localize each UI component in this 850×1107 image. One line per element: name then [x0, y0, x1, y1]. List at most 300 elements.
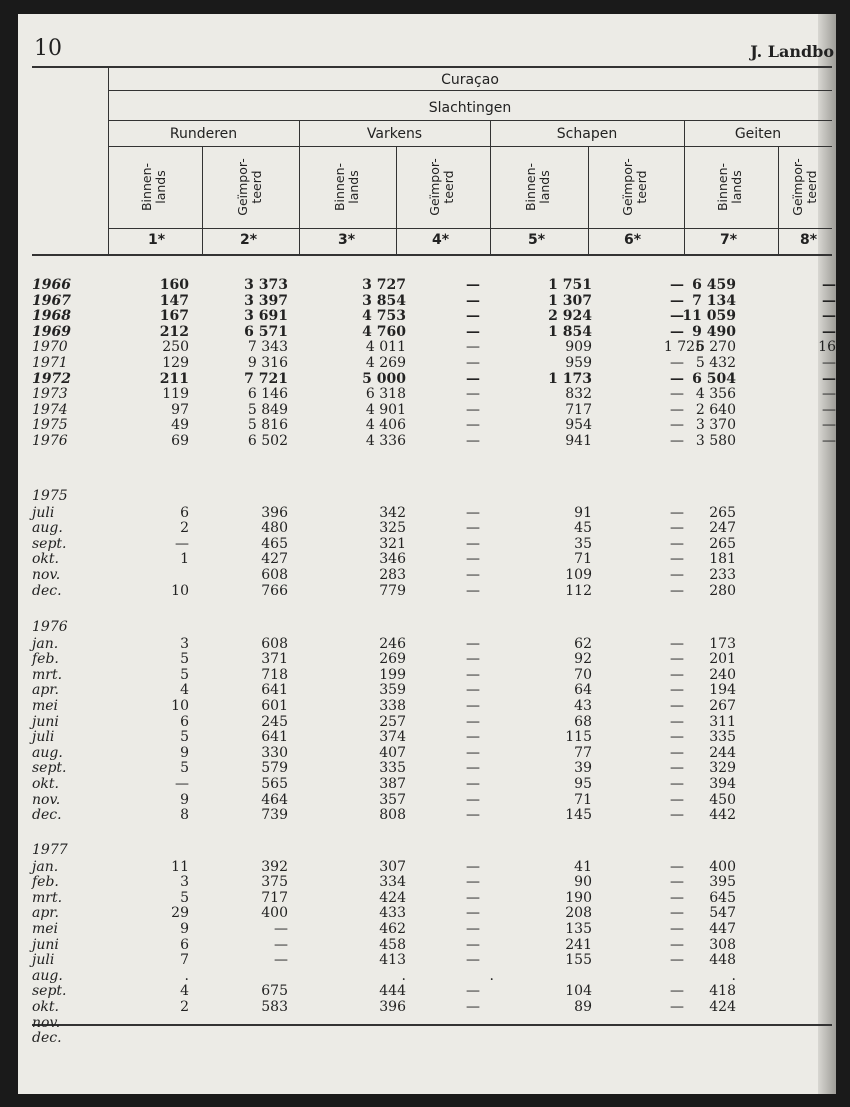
table-cell: 565 [261, 776, 288, 792]
table-cell: 109 [565, 567, 592, 583]
table-cell: . [731, 967, 736, 984]
table-cell: — [670, 277, 684, 293]
table-cell: 89 [574, 999, 592, 1015]
table-cell: 9 [180, 921, 189, 937]
table-row [18, 505, 836, 520]
table-cell: 135 [565, 921, 592, 937]
table-cell: 450 [709, 791, 736, 808]
table-cell: 464 [261, 791, 288, 808]
table-cell: 444 [379, 983, 406, 1000]
table-cell: 6 270 [695, 339, 736, 356]
table-cell: — [466, 921, 480, 937]
row-label: nov. [32, 567, 61, 583]
table-cell: — [670, 666, 684, 683]
table-cell: 433 [379, 905, 406, 922]
table-cell: 8 [180, 807, 189, 824]
table-cell: 7 [180, 952, 189, 969]
table-cell: 173 [709, 635, 736, 652]
table-cell: — [466, 999, 480, 1015]
table-cell: — [822, 292, 836, 309]
table-cell: — [466, 339, 480, 356]
table-row [18, 293, 836, 308]
col-number: 3* [338, 232, 356, 248]
table-row [18, 417, 836, 432]
table-cell: — [670, 504, 684, 521]
table-row [18, 983, 836, 998]
document-page [18, 14, 836, 1094]
table-cell: — [466, 651, 480, 668]
table-cell: 832 [565, 386, 592, 403]
table-cell: — [822, 370, 836, 387]
table-row [18, 277, 836, 292]
table-cell: 4 269 [365, 355, 406, 371]
table-cell: 43 [574, 698, 592, 714]
row-label: 1968 [32, 308, 71, 325]
table-cell: 62 [574, 635, 592, 652]
table-row [18, 890, 836, 905]
table-cell: — [466, 277, 480, 293]
table-row [18, 952, 836, 967]
subhead-geiten-binnenlands: Binnen- lands [715, 162, 744, 212]
table-cell: 3 [180, 635, 189, 652]
table-cell: 641 [261, 682, 288, 699]
block-year-heading: 1976 [32, 619, 68, 635]
table-cell: 3 854 [362, 292, 406, 309]
row-label: apr. [32, 905, 59, 922]
table-cell: — [466, 504, 480, 521]
table-cell: 4 753 [362, 308, 406, 325]
table-cell: 941 [565, 433, 592, 449]
table-cell: 267 [709, 698, 736, 714]
table-cell: 129 [162, 355, 189, 371]
table-cell: 909 [565, 339, 592, 356]
table-row [18, 433, 836, 448]
table-cell: — [466, 729, 480, 746]
table-cell: 3 691 [244, 308, 288, 325]
row-label: mei [32, 921, 59, 937]
table-cell: — [466, 698, 480, 714]
table-cell: 5 [180, 729, 189, 746]
block-year-heading: 1977 [32, 842, 68, 858]
subhead-schapen-binnenlands: Binnen- lands [523, 162, 552, 212]
row-label: 1970 [32, 339, 68, 356]
table-cell: 6 459 [692, 277, 736, 293]
table-cell: 39 [574, 760, 592, 777]
table-cell: — [670, 401, 684, 418]
table-cell: 70 [574, 666, 592, 683]
row-label: aug. [32, 744, 63, 761]
row-label: apr. [32, 682, 59, 699]
table-row [18, 714, 836, 729]
table-subtitle: Slachtingen [428, 100, 512, 116]
table-row [18, 371, 836, 386]
table-cell: 4 [180, 983, 189, 1000]
table-cell: — [466, 791, 480, 808]
row-label: 1976 [32, 433, 68, 449]
row-label: jan. [32, 858, 59, 875]
table-row [18, 520, 836, 535]
table-cell: — [466, 323, 480, 340]
table-cell: — [670, 983, 684, 1000]
table-cell: 244 [709, 744, 736, 761]
table-cell: 447 [709, 921, 736, 937]
table-cell: 739 [261, 807, 288, 824]
table-cell: — [466, 551, 480, 568]
table-cell: — [670, 713, 684, 730]
table-cell: 208 [565, 905, 592, 922]
table-cell: 90 [574, 874, 592, 891]
table-cell: 233 [709, 567, 736, 583]
table-cell: 3 [180, 874, 189, 891]
table-cell: 16 [818, 339, 836, 356]
table-cell: 5 [180, 889, 189, 906]
col-number: 8* [800, 232, 818, 248]
table-cell: — [670, 905, 684, 922]
table-cell: 395 [709, 874, 736, 891]
table-cell: — [466, 582, 480, 599]
table-row [18, 968, 836, 983]
table-cell: 92 [574, 651, 592, 668]
row-label: dec. [32, 582, 62, 599]
table-row [18, 308, 836, 323]
row-label: sept. [32, 983, 67, 1000]
table-cell: — [670, 567, 684, 583]
table-cell: — [822, 323, 836, 340]
table-cell: — [670, 729, 684, 746]
sub-divider [588, 146, 589, 254]
table-cell: 374 [379, 729, 406, 746]
row-label: okt. [32, 551, 59, 568]
row-label: 1966 [32, 277, 71, 293]
table-cell: — [822, 355, 836, 371]
table-cell: 4 [180, 682, 189, 699]
table-cell: 64 [574, 682, 592, 699]
table-cell: 5 [180, 666, 189, 683]
table-cell: 6 504 [692, 370, 736, 387]
group-schapen: Schapen [556, 126, 618, 142]
row-label: dec. [32, 1030, 62, 1047]
title-rule [108, 90, 832, 91]
table-cell: 245 [261, 713, 288, 730]
row-label: juli [32, 504, 55, 521]
table-cell: — [175, 535, 189, 552]
table-cell: 4 011 [365, 339, 406, 356]
table-cell: — [822, 277, 836, 293]
row-label: 1971 [32, 355, 68, 371]
table-cell: 357 [379, 791, 406, 808]
table-cell: — [466, 355, 480, 371]
table-cell: — [670, 635, 684, 652]
table-cell: 442 [709, 807, 736, 824]
table-row [18, 567, 836, 582]
table-cell: — [670, 308, 684, 325]
table-cell: — [670, 952, 684, 969]
table-cell: 269 [379, 651, 406, 668]
table-cell: 448 [709, 952, 736, 969]
table-cell: 199 [379, 666, 406, 683]
table-cell: 71 [574, 551, 592, 568]
table-cell: — [466, 535, 480, 552]
table-cell: — [274, 952, 288, 969]
table-cell: — [822, 417, 836, 434]
row-label: feb. [32, 874, 59, 891]
subtitle-rule [108, 120, 832, 121]
subhead-schapen-geimporteerd: Geïmpor- teerd [620, 158, 649, 216]
row-label: juli [32, 952, 55, 969]
table-cell: 29 [171, 905, 189, 922]
table-cell: — [466, 936, 480, 953]
table-cell: — [466, 635, 480, 652]
table-cell: — [670, 744, 684, 761]
table-cell: 334 [379, 874, 406, 891]
table-cell: 6 [180, 713, 189, 730]
sub-divider [778, 146, 779, 254]
table-cell: — [670, 355, 684, 371]
col-number: 1* [148, 232, 166, 248]
table-cell: 1 854 [548, 323, 592, 340]
table-row [18, 1030, 836, 1045]
table-row [18, 339, 836, 354]
table-cell: 342 [379, 504, 406, 521]
group-runderen: Runderen [169, 126, 238, 142]
table-cell: 147 [159, 292, 189, 309]
table-cell: 41 [574, 858, 592, 875]
table-cell: — [466, 682, 480, 699]
table-cell: — [670, 370, 684, 387]
page-number: 10 [34, 36, 62, 61]
running-head: J. Landbo [750, 42, 834, 61]
table-cell: 35 [574, 535, 592, 552]
row-label: sept. [32, 760, 67, 777]
table-cell: 1 173 [548, 370, 592, 387]
table-cell: — [670, 551, 684, 568]
table-cell: 265 [709, 504, 736, 521]
table-row [18, 760, 836, 775]
table-row [18, 874, 836, 889]
table-cell: 2 [180, 520, 189, 537]
table-row [18, 698, 836, 713]
table-row [18, 583, 836, 598]
table-cell: 91 [574, 504, 592, 521]
table-cell: 718 [261, 666, 288, 683]
table-row [18, 745, 836, 760]
table-cell: — [670, 520, 684, 537]
row-label: 1972 [32, 370, 71, 387]
col-number: 7* [720, 232, 738, 248]
table-cell: 5 432 [695, 355, 736, 371]
table-row [18, 636, 836, 651]
table-cell: 601 [261, 698, 288, 714]
table-cell: 10 [171, 582, 189, 599]
table-cell: — [822, 433, 836, 449]
table-cell: 5 [180, 760, 189, 777]
table-cell: 3 373 [244, 277, 288, 293]
table-cell: 480 [261, 520, 288, 537]
row-label: okt. [32, 776, 59, 792]
table-cell: 3 580 [695, 433, 736, 449]
table-cell: — [670, 999, 684, 1015]
table-cell: 330 [261, 744, 288, 761]
table-row [18, 536, 836, 551]
table-cell: 2 924 [548, 308, 592, 325]
table-cell: 359 [379, 682, 406, 699]
table-cell: 424 [379, 889, 406, 906]
subhead-geiten-geimporteerd: Geïmpor- teerd [790, 158, 819, 216]
table-cell: 1 725 [663, 339, 704, 356]
table-cell: 717 [565, 401, 592, 418]
table-cell: 280 [709, 582, 736, 599]
table-cell: 338 [379, 698, 406, 714]
table-cell: 9 [180, 744, 189, 761]
table-row [18, 667, 836, 682]
col-number: 2* [240, 232, 258, 248]
table-cell: 396 [379, 999, 406, 1015]
table-cell: 246 [379, 635, 406, 652]
table-cell: 69 [171, 433, 189, 449]
table-cell: — [670, 874, 684, 891]
top-rule [32, 66, 832, 68]
table-cell: 424 [709, 999, 736, 1015]
subhead-varkens-binnenlands: Binnen- lands [332, 162, 361, 212]
table-cell: 10 [171, 698, 189, 714]
table-cell: — [670, 292, 684, 309]
row-label: sept. [32, 535, 67, 552]
table-cell: 1 [180, 551, 189, 568]
row-label: aug. [32, 520, 63, 537]
table-cell: — [670, 858, 684, 875]
row-label: juli [32, 729, 55, 746]
table-cell: — [466, 370, 480, 387]
col-number: 5* [528, 232, 546, 248]
table-cell: — [670, 433, 684, 449]
sub-divider [202, 146, 203, 254]
table-cell: 392 [261, 858, 288, 875]
table-cell: 375 [261, 874, 288, 891]
table-row [18, 324, 836, 339]
row-label: 1973 [32, 386, 68, 403]
table-cell: 641 [261, 729, 288, 746]
table-cell: 241 [565, 936, 592, 953]
table-cell: 257 [379, 713, 406, 730]
sub-divider [396, 146, 397, 254]
table-cell: — [670, 682, 684, 699]
table-cell: 407 [379, 744, 406, 761]
table-cell: 547 [709, 905, 736, 922]
table-cell: — [822, 401, 836, 418]
table-cell: — [670, 776, 684, 792]
table-cell: — [466, 983, 480, 1000]
table-cell: 6 318 [365, 386, 406, 403]
table-row [18, 905, 836, 920]
row-label: nov. [32, 1014, 61, 1031]
table-cell: 4 356 [695, 386, 736, 403]
table-cell: 462 [379, 921, 406, 937]
table-cell: 247 [709, 520, 736, 537]
table-cell: — [466, 952, 480, 969]
table-cell: — [670, 386, 684, 403]
table-cell: 240 [709, 666, 736, 683]
table-cell: — [822, 308, 836, 325]
table-cell: 155 [565, 952, 592, 969]
table-cell: 3 370 [695, 417, 736, 434]
table-cell: — [466, 874, 480, 891]
table-cell: 4 901 [365, 401, 406, 418]
table-cell: 1 307 [548, 292, 592, 309]
table-cell: 427 [261, 551, 288, 568]
table-cell: 4 336 [365, 433, 406, 449]
table-row [18, 776, 836, 791]
table-cell: 7 721 [244, 370, 288, 387]
table-cell: 9 [180, 791, 189, 808]
table-cell: 5 000 [362, 370, 406, 387]
group-varkens: Varkens [366, 126, 423, 142]
table-cell: 6 502 [247, 433, 288, 449]
table-row [18, 682, 836, 697]
table-cell: 77 [574, 744, 592, 761]
table-cell: — [670, 651, 684, 668]
table-cell: — [466, 308, 480, 325]
table-cell: 717 [261, 889, 288, 906]
table-cell: 9 316 [247, 355, 288, 371]
block-year-heading: 1975 [32, 488, 68, 504]
table-cell: 95 [574, 776, 592, 792]
table-row [18, 729, 836, 744]
table-cell: 394 [709, 776, 736, 792]
table-cell: 194 [709, 682, 736, 699]
col-number: 6* [624, 232, 642, 248]
table-cell: 808 [379, 807, 406, 824]
table-cell: 2 [180, 999, 189, 1015]
table-cell: 307 [379, 858, 406, 875]
table-cell: — [466, 858, 480, 875]
table-cell: 181 [709, 551, 736, 568]
table-cell: 325 [379, 520, 406, 537]
table-cell: — [670, 417, 684, 434]
table-cell: 766 [261, 582, 288, 599]
table-row [18, 807, 836, 822]
subhead-varkens-geimporteerd: Geïmpor- teerd [427, 158, 456, 216]
table-cell: — [466, 776, 480, 792]
table-cell: — [670, 535, 684, 552]
table-cell: 9 490 [692, 323, 736, 340]
table-cell: — [466, 760, 480, 777]
table-cell: — [466, 889, 480, 906]
table-cell: — [670, 582, 684, 599]
table-cell: — [670, 807, 684, 824]
table-cell: — [466, 520, 480, 537]
table-cell: — [670, 936, 684, 953]
table-cell: 335 [379, 760, 406, 777]
table-cell: 608 [261, 567, 288, 583]
table-cell: 3 397 [244, 292, 288, 309]
table-row [18, 859, 836, 874]
subhead-runderen-geimporteerd: Geïmpor- teerd [235, 158, 264, 216]
table-cell: — [670, 921, 684, 937]
table-cell: 104 [565, 983, 592, 1000]
table-cell: — [466, 905, 480, 922]
table-cell: . [401, 967, 406, 984]
row-label: 1974 [32, 401, 68, 418]
table-cell: — [670, 698, 684, 714]
table-cell: 400 [709, 858, 736, 875]
table-row [18, 999, 836, 1014]
table-cell: 418 [709, 983, 736, 1000]
table-cell: 3 727 [362, 277, 406, 293]
table-cell: 6 [180, 936, 189, 953]
table-cell: 311 [709, 713, 736, 730]
subhead-runderen-binnenlands: Binnen- lands [139, 162, 168, 212]
row-label: dec. [32, 807, 62, 824]
